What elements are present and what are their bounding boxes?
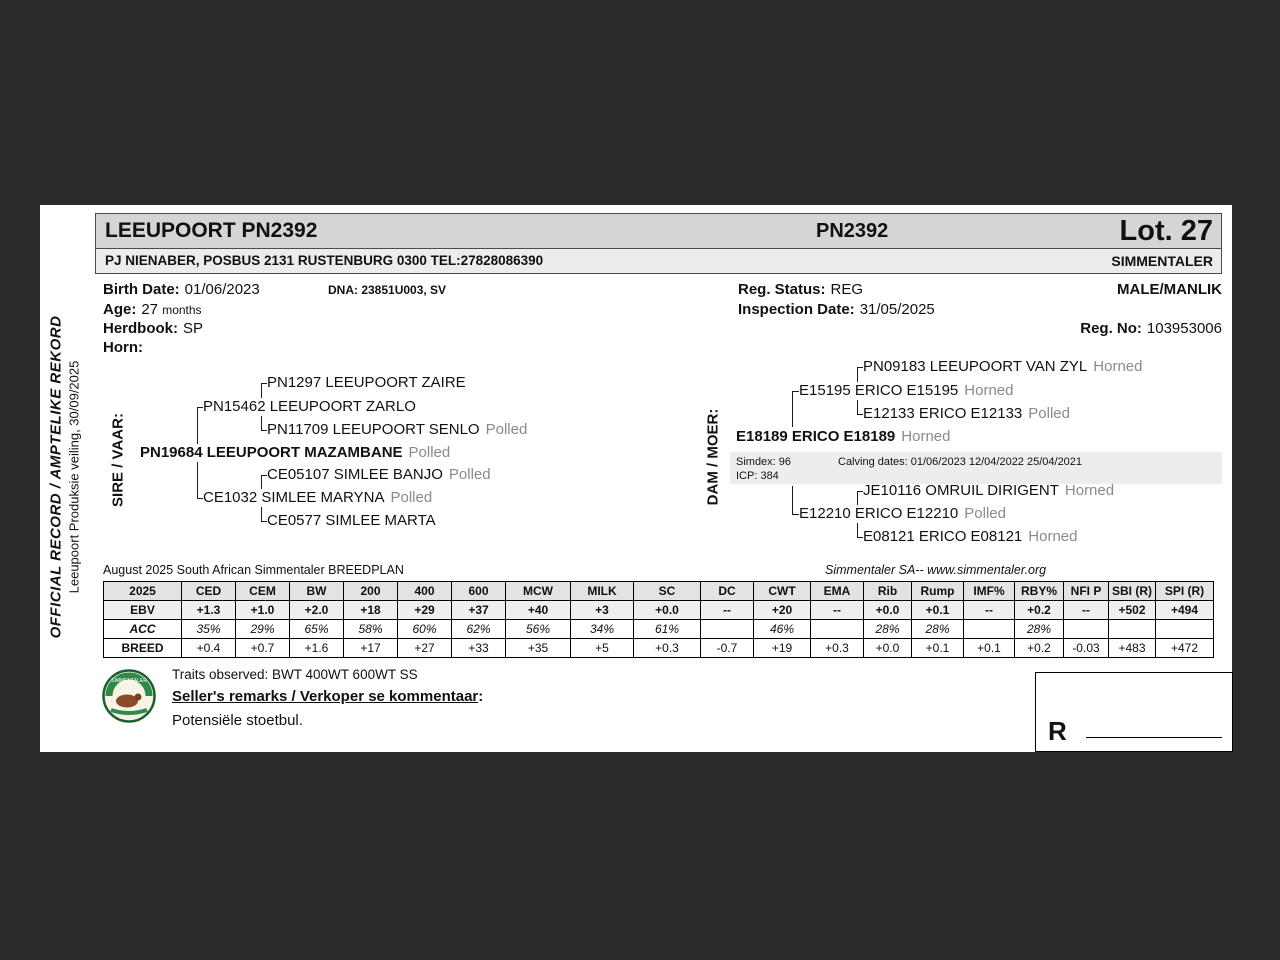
pedigree-connector-line — [261, 430, 267, 431]
breed-average-value: +27 — [398, 639, 452, 658]
animal-name: E12133 ERICO E12133 — [863, 405, 1023, 422]
column-header: SPI (R) — [1156, 582, 1214, 601]
breed-average-value: +0.1 — [912, 639, 964, 658]
pedigree-connector-line — [261, 383, 262, 398]
pedigree-entry-sire-granddam — [203, 489, 432, 506]
seller-remarks-colon: : — [478, 688, 484, 705]
animal-name: PN11709 LEEUPOORT SENLO — [267, 421, 480, 438]
breed-average-value: +0.3 — [811, 639, 864, 658]
accuracy-value: 58% — [344, 620, 398, 639]
ebv-value: +2.0 — [290, 601, 344, 620]
row-label-breed: BREED — [104, 639, 182, 658]
horn-status: Horned — [901, 428, 951, 445]
ebv-value: +29 — [398, 601, 452, 620]
ebv-value: +1.0 — [236, 601, 290, 620]
pedigree-connector-line — [261, 416, 262, 430]
horn-status: Polled — [485, 421, 528, 438]
horn-status: Polled — [1028, 405, 1070, 422]
horn-status: Polled — [964, 505, 1006, 522]
pedigree-connector-line — [857, 537, 863, 538]
ebv-value: +494 — [1156, 601, 1214, 620]
breed-name: SIMMENTALER — [1111, 253, 1213, 269]
accuracy-value: 28% — [1015, 620, 1064, 639]
horn-label: Horn: — [103, 339, 143, 356]
accuracy-value: 34% — [571, 620, 634, 639]
herdbook-field — [103, 320, 203, 337]
svg-text:SIMMENTALER: SIMMENTALER — [111, 678, 147, 684]
horn-status: Polled — [390, 489, 433, 506]
breed-average-value: +33 — [452, 639, 506, 658]
breed-average-value: +0.1 — [964, 639, 1015, 658]
reg-no-field — [1080, 320, 1222, 337]
animal-name: PN1297 LEEUPOORT ZAIRE — [267, 374, 466, 391]
pedigree-connector-line — [792, 514, 799, 515]
page-title: LEEUPOORT PN2392 — [105, 219, 318, 242]
pedigree-connector-line — [857, 367, 858, 382]
horn-status: Horned — [964, 382, 1014, 399]
animal-name: E18189 ERICO E18189 — [736, 428, 896, 445]
breedplan-caption: August 2025 South African Simmentaler BREEDPLAN — [103, 563, 404, 577]
ebv-value: -- — [1064, 601, 1109, 620]
column-header: 600 — [452, 582, 506, 601]
pedigree-connector-line — [197, 407, 203, 408]
accuracy-value — [1064, 620, 1109, 639]
sire-section-label: SIRE / VAAR: — [109, 413, 127, 507]
accuracy-value: 29% — [236, 620, 290, 639]
inspection-date-value: 31/05/2025 — [859, 301, 935, 318]
column-header: SC — [634, 582, 701, 601]
pedigree-entry-dam-granddam — [799, 505, 1006, 522]
calving-dates: Calving dates: 01/06/2023 12/04/2022 25/04/2021 — [838, 456, 1083, 468]
breed-average-value: -0.7 — [701, 639, 754, 658]
ebv-value: +0.0 — [864, 601, 912, 620]
reg-status-label: Reg. Status: — [738, 281, 826, 298]
column-header: CED — [182, 582, 236, 601]
column-header: 400 — [398, 582, 452, 601]
breed-average-value: +35 — [506, 639, 571, 658]
sex-value: MALE/MANLIK — [1117, 281, 1222, 298]
ebv-value: -- — [964, 601, 1015, 620]
accuracy-value — [1109, 620, 1156, 639]
accuracy-value: 28% — [864, 620, 912, 639]
pedigree-connector-line — [261, 521, 267, 522]
pedigree-entry-sire-grandsire — [203, 398, 422, 415]
pedigree-connector-line — [857, 367, 863, 368]
breedplan-source: Simmentaler SA-- www.simmentaler.org — [825, 563, 1047, 577]
ebv-value: +0.0 — [634, 601, 701, 620]
ebv-value: +502 — [1109, 601, 1156, 620]
reg-no-label: Reg. No: — [1080, 320, 1142, 337]
traits-observed: Traits observed: BWT 400WT 600WT SS — [172, 667, 418, 682]
pedigree-connector-line — [857, 523, 858, 537]
animal-name: E08121 ERICO E08121 — [863, 528, 1023, 545]
animal-id: PN2392 — [816, 220, 889, 242]
ebv-value: -- — [811, 601, 864, 620]
ebv-value: +0.2 — [1015, 601, 1064, 620]
pedigree-connector-line — [197, 407, 198, 444]
dna-info: DNA: 23851U003, SV — [328, 283, 447, 297]
accuracy-value: 35% — [182, 620, 236, 639]
animal-name: PN19684 LEEUPOORT MAZAMBANE — [140, 444, 403, 461]
breed-average-value: -0.03 — [1064, 639, 1109, 658]
breedplan-header-row — [104, 582, 1214, 601]
age-value: 27 — [141, 301, 159, 318]
breedplan-breed-row — [104, 639, 1214, 658]
pedigree-connector-line — [261, 475, 262, 489]
animal-name: E12210 ERICO E12210 — [799, 505, 959, 522]
column-header: 2025 — [104, 582, 182, 601]
breed-average-value: +0.2 — [1015, 639, 1064, 658]
accuracy-value: 28% — [912, 620, 964, 639]
animal-name: PN09183 LEEUPOORT VAN ZYL — [863, 358, 1088, 375]
column-header: SBI (R) — [1109, 582, 1156, 601]
horn-field — [103, 339, 148, 356]
column-header: NFI P — [1064, 582, 1109, 601]
pedigree-connector-line — [261, 475, 267, 476]
column-header: RBY% — [1015, 582, 1064, 601]
ebv-value: -- — [701, 601, 754, 620]
ebv-value: +0.1 — [912, 601, 964, 620]
price-box — [1035, 672, 1233, 752]
owner-contact: PJ NIENABER, POSBUS 2131 RUSTENBURG 0300 TEL:27828086390 — [105, 253, 544, 268]
ebv-value: +40 — [506, 601, 571, 620]
side-label-official-record: OFFICIAL RECORD / AMPTELIKE REKORD — [47, 315, 65, 639]
seller-remarks-heading — [172, 688, 483, 705]
simmentaler-logo — [102, 669, 156, 723]
accuracy-value — [1156, 620, 1214, 639]
pedigree-connector-line — [857, 491, 858, 505]
pedigree-entry-sire — [140, 444, 450, 461]
column-header: DC — [701, 582, 754, 601]
pedigree-entry-sire-ggdam — [267, 421, 527, 438]
horn-status: Horned — [1064, 482, 1115, 499]
accuracy-value: 62% — [452, 620, 506, 639]
accuracy-value: 60% — [398, 620, 452, 639]
accuracy-value — [964, 620, 1015, 639]
breed-average-value: +5 — [571, 639, 634, 658]
age-field — [103, 301, 202, 318]
breedplan-ebv-row — [104, 601, 1214, 620]
accuracy-value: 61% — [634, 620, 701, 639]
birth-date-label: Birth Date: — [103, 281, 180, 298]
column-header: MCW — [506, 582, 571, 601]
pedigree-connector-line — [197, 498, 203, 499]
column-header: CEM — [236, 582, 290, 601]
column-header: 200 — [344, 582, 398, 601]
pedigree-connector-line — [197, 462, 198, 498]
breed-average-value: +1.6 — [290, 639, 344, 658]
horn-status: Horned — [1028, 528, 1078, 545]
accuracy-value: 56% — [506, 620, 571, 639]
breed-average-value: +17 — [344, 639, 398, 658]
column-header: Rump — [912, 582, 964, 601]
pedigree-entry-dam — [736, 428, 950, 445]
simdex-value: Simdex: 96 — [736, 456, 792, 468]
price-currency-label: R — [1048, 716, 1067, 746]
inspection-date-label: Inspection Date: — [738, 301, 855, 318]
breed-average-value: +0.4 — [182, 639, 236, 658]
ebv-value: +18 — [344, 601, 398, 620]
pedigree-connector-line — [261, 507, 262, 521]
animal-name: JE10116 OMRUIL DIRIGENT — [863, 482, 1059, 499]
herdbook-label: Herdbook: — [103, 320, 178, 337]
pedigree-entry-dam-gggsire — [863, 358, 1142, 375]
breed-average-value: +0.7 — [236, 639, 290, 658]
pedigree-entry-sire-gdsire — [267, 466, 491, 483]
title-bar — [95, 213, 1222, 249]
pedigree-connector-line — [857, 491, 863, 492]
breed-average-value: +0.3 — [634, 639, 701, 658]
age-label: Age: — [103, 301, 137, 318]
pedigree-connector-line — [792, 486, 793, 514]
pedigree-connector-line — [857, 414, 863, 415]
breed-average-value: +483 — [1109, 639, 1156, 658]
horn-status: Polled — [448, 466, 491, 483]
breedplan-table — [103, 581, 1214, 658]
owner-bar — [95, 249, 1222, 274]
accuracy-value: 65% — [290, 620, 344, 639]
breed-average-value: +19 — [754, 639, 811, 658]
pedigree-entry-sire-gggsire — [267, 374, 472, 391]
column-header: BW — [290, 582, 344, 601]
side-label-auction-name: Leeupoort Produksie veiling, 30/09/2025 — [66, 360, 82, 594]
reg-status-value: REG — [830, 281, 864, 298]
pedigree-entry-dam-gdsire — [863, 482, 1114, 499]
column-header: MILK — [571, 582, 634, 601]
age-unit: months — [162, 303, 202, 317]
animal-name: CE1032 SIMLEE MARYNA — [203, 489, 385, 506]
column-header: EMA — [811, 582, 864, 601]
row-label-ebv: EBV — [104, 601, 182, 620]
animal-name: E15195 ERICO E15195 — [799, 382, 959, 399]
horn-status: Polled — [408, 444, 451, 461]
pedigree-connector-line — [792, 391, 799, 392]
lot-number: Lot. 27 — [1119, 215, 1213, 247]
breed-average-value: +0.0 — [864, 639, 912, 658]
breedplan-acc-row — [104, 620, 1214, 639]
animal-name: PN15462 LEEUPOORT ZARLO — [203, 398, 416, 415]
pedigree-entry-sire-gddam — [267, 512, 442, 529]
inspection-date-field — [738, 301, 935, 318]
pedigree-connector-line — [261, 383, 267, 384]
reg-no-value: 103953006 — [1146, 320, 1222, 337]
ebv-value: +3 — [571, 601, 634, 620]
price-fill-line — [1086, 737, 1222, 739]
dam-production-stats — [730, 452, 1222, 484]
pedigree-entry-dam-grandsire — [799, 382, 1013, 399]
ebv-value: +37 — [452, 601, 506, 620]
column-header: Rib — [864, 582, 912, 601]
horn-status: Horned — [1093, 358, 1143, 375]
animal-name: CE05107 SIMLEE BANJO — [267, 466, 443, 483]
pedigree-entry-dam-gddam — [863, 528, 1077, 545]
ebv-value: +1.3 — [182, 601, 236, 620]
birth-date-value: 01/06/2023 — [184, 281, 260, 298]
pedigree-connector-line — [857, 400, 858, 414]
accuracy-value — [701, 620, 754, 639]
row-label-acc: ACC — [104, 620, 182, 639]
dam-section-label: DAM / MOER: — [704, 408, 722, 506]
column-header: IMF% — [964, 582, 1015, 601]
accuracy-value: 46% — [754, 620, 811, 639]
icp-value: ICP: 384 — [736, 470, 779, 482]
column-header: CWT — [754, 582, 811, 601]
accuracy-value — [811, 620, 864, 639]
reg-status-field — [738, 281, 863, 298]
pedigree-connector-line — [792, 391, 793, 427]
seller-remarks-text: Potensiële stoetbul. — [172, 712, 303, 729]
herdbook-value: SP — [183, 320, 204, 337]
animal-name: CE0577 SIMLEE MARTA — [267, 512, 436, 529]
seller-remarks-label: Seller's remarks / Verkoper se kommentaar — [172, 688, 479, 705]
breed-average-value: +472 — [1156, 639, 1214, 658]
birth-date-field — [103, 281, 260, 298]
ebv-value: +20 — [754, 601, 811, 620]
pedigree-entry-dam-ggdam — [863, 405, 1070, 422]
catalog-page — [40, 205, 1232, 752]
